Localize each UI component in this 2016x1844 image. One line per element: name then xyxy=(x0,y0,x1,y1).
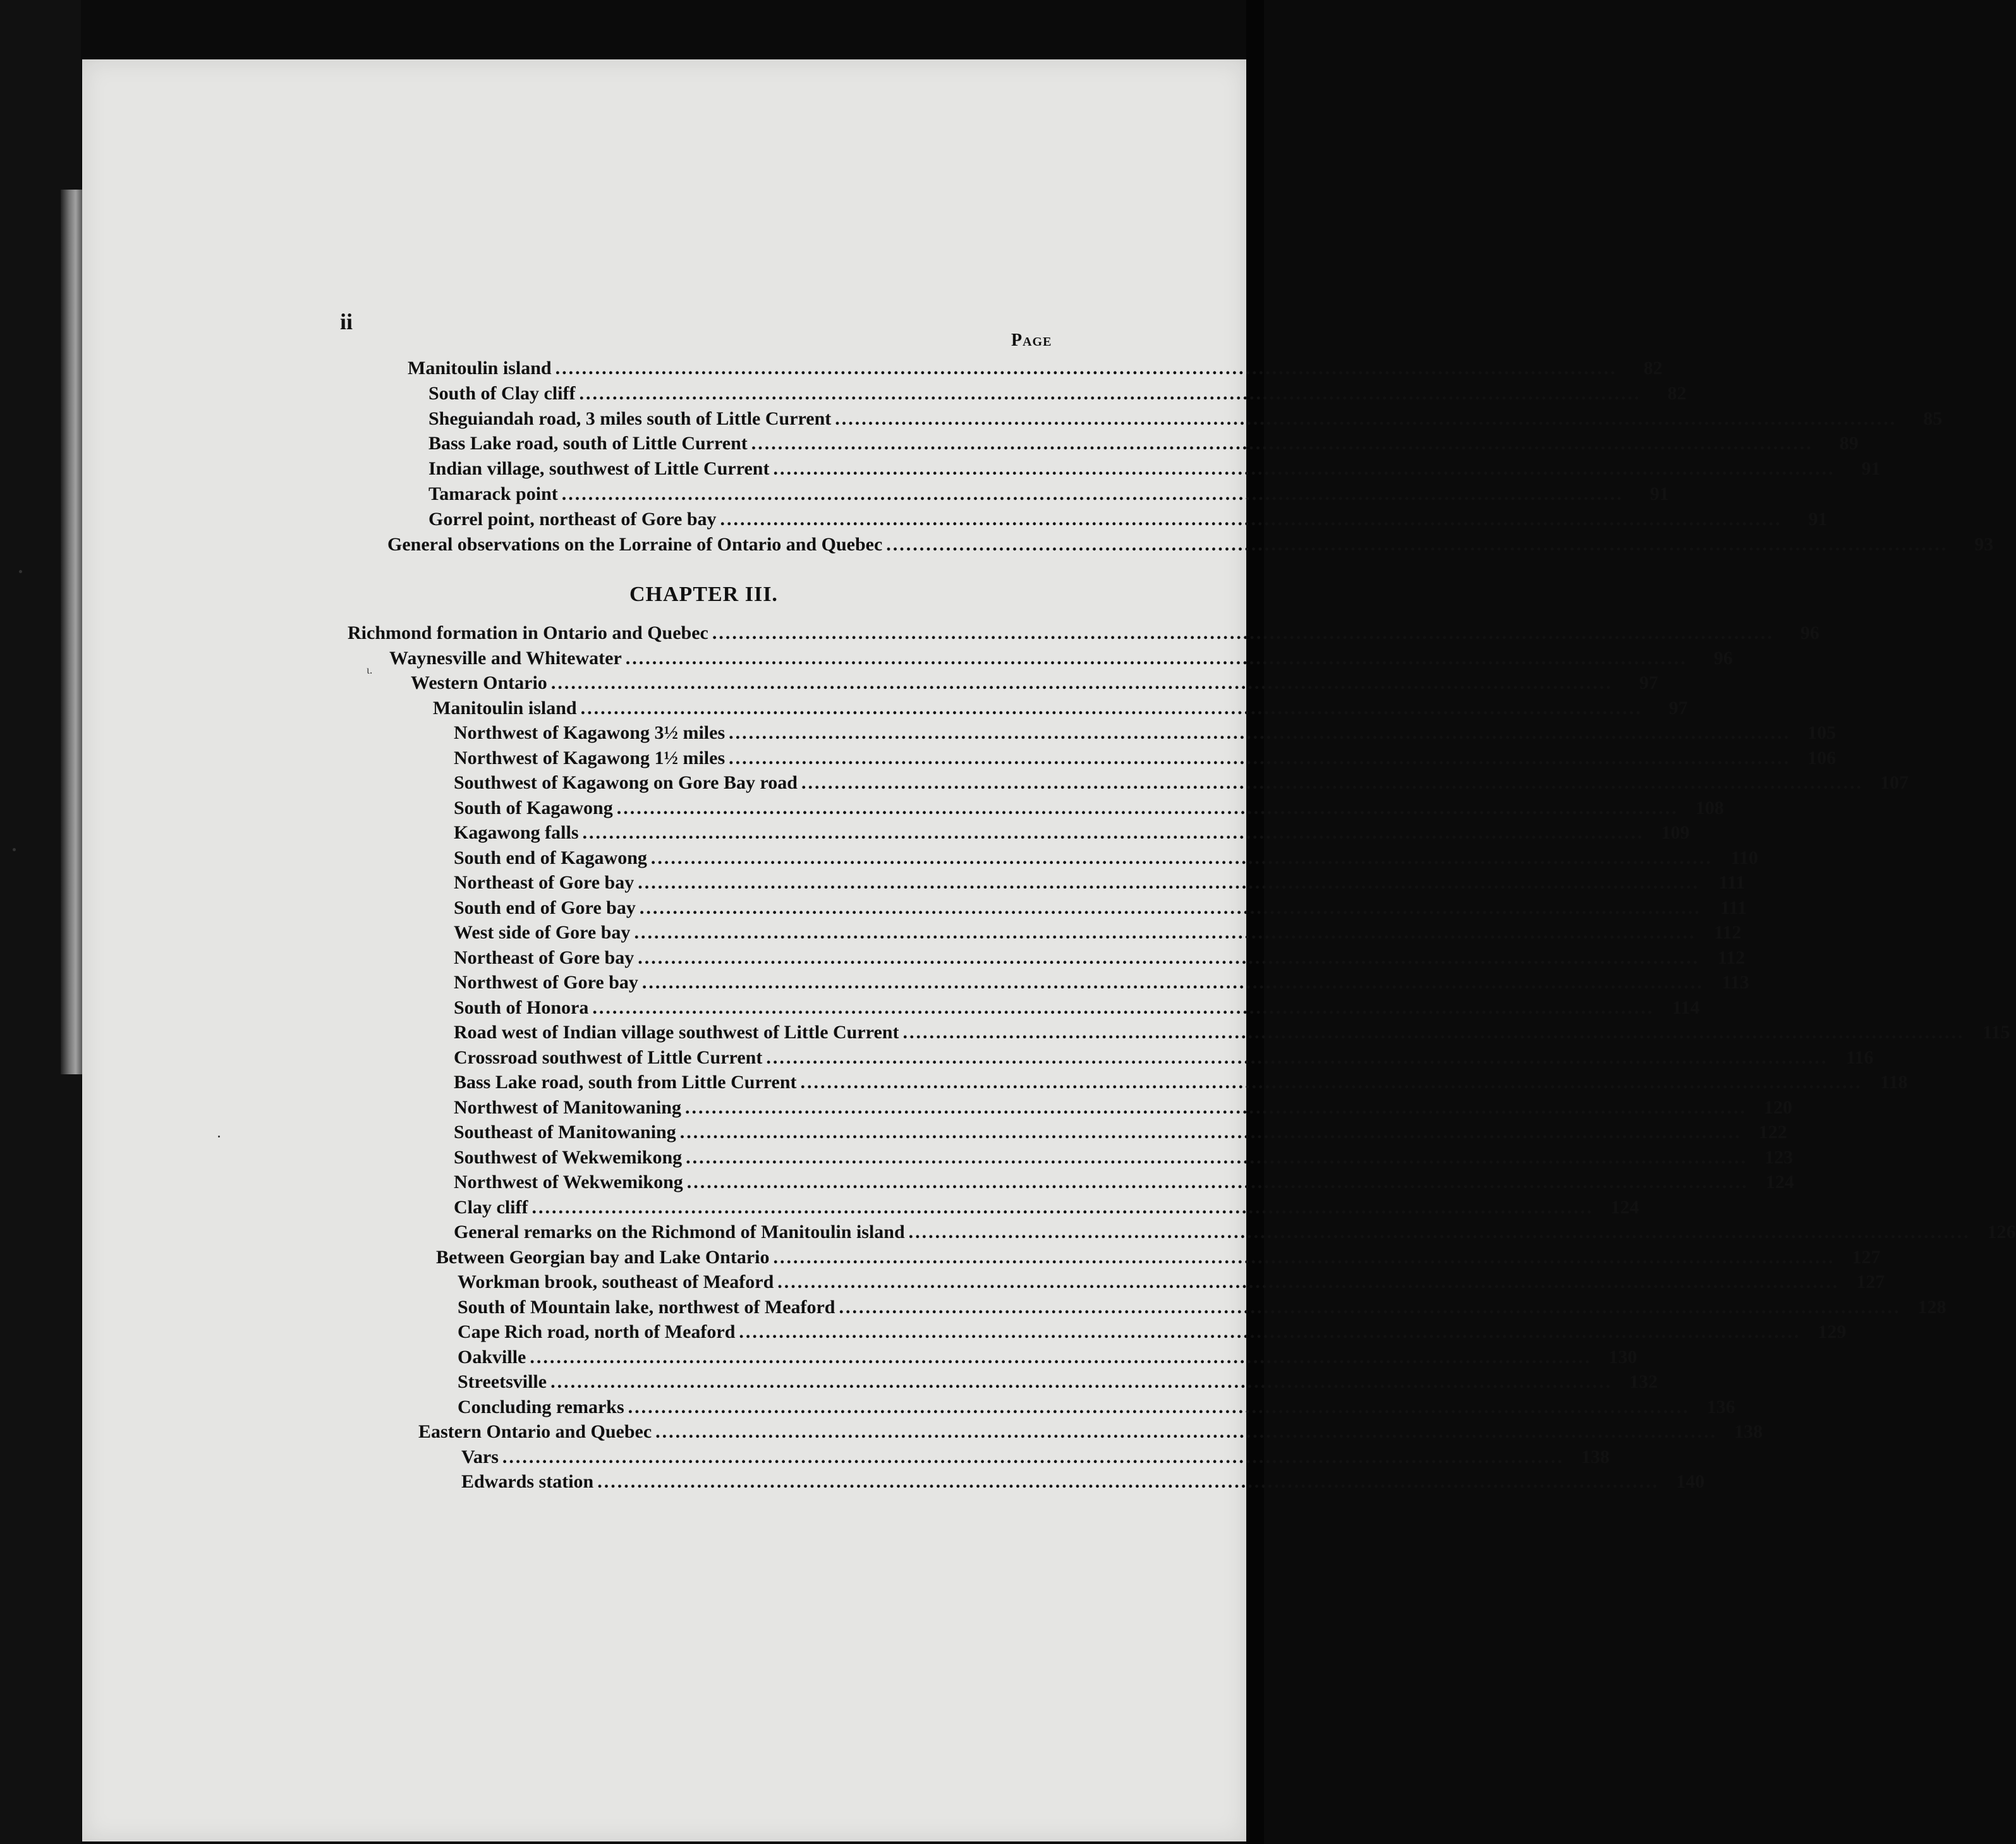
toc-entry xyxy=(389,648,1733,673)
toc-entry xyxy=(454,1122,1787,1147)
dot-leader: ................................................................................................................................................................ xyxy=(580,698,1643,719)
chapter-heading: CHAPTER III. xyxy=(629,583,778,606)
toc-entry xyxy=(454,1172,1794,1197)
toc-entry-page: 82 xyxy=(1667,383,1687,404)
margin-mark: ι. xyxy=(367,664,373,676)
dot-leader: ................................................................................................................................................................ xyxy=(729,748,1791,768)
dot-leader: ................................................................................................................................................................ xyxy=(555,358,1617,379)
toc-entry xyxy=(458,1297,1946,1322)
toc-entry-title: West side of Gore bay xyxy=(454,922,631,943)
toc-entry-page: 105 xyxy=(1807,722,1837,743)
dot-leader: ................................................................................................................................................................ xyxy=(686,1147,1748,1168)
toc-entry xyxy=(454,872,1746,897)
toc-entry-page: 106 xyxy=(1807,748,1837,768)
dot-leader: ................................................................................................................................................................ xyxy=(685,1097,1747,1118)
dot-leader: ................................................................................................................................................................ xyxy=(531,1197,1594,1218)
toc-entry-title: Sheguiandah road, 3 miles south of Little Current xyxy=(428,408,832,429)
toc-entry-title: Western Ontario xyxy=(411,672,547,693)
toc-entry xyxy=(348,622,1819,648)
toc-entry-page: 123 xyxy=(1764,1147,1794,1168)
toc-entry-page: 97 xyxy=(1668,698,1688,719)
scan-speck xyxy=(218,1136,220,1137)
toc-entry-page: 126 xyxy=(1987,1222,2016,1242)
toc-entry-title: Northeast of Gore bay xyxy=(454,947,635,968)
toc-entry-page: 89 xyxy=(1839,433,1859,454)
toc-entry-title: Southwest of Wekwemikong xyxy=(454,1147,683,1168)
toc-entry-title: Richmond formation in Ontario and Quebec xyxy=(348,622,708,643)
dot-leader: ................................................................................................................................................................ xyxy=(550,1371,1613,1392)
toc-entry-page: 124 xyxy=(1765,1172,1794,1192)
dot-leader: ................................................................................................................................................................ xyxy=(616,798,1679,818)
toc-entry-title: South of Mountain lake, northwest of Meaford xyxy=(458,1297,835,1318)
toc-entry xyxy=(454,1047,1874,1072)
toc-entry-title: Northwest of Kagawong 3½ miles xyxy=(454,722,726,743)
dot-leader: ................................................................................................................................................................ xyxy=(655,1421,1718,1442)
toc-entry xyxy=(454,722,1837,748)
dot-leader: ................................................................................................................................................................ xyxy=(638,872,1700,893)
toc-entry-page: 110 xyxy=(1730,847,1758,868)
toc-entry xyxy=(428,483,1669,509)
toc-entry-page: 112 xyxy=(1714,922,1742,943)
toc-entry-page: 111 xyxy=(1718,872,1746,893)
dot-leader: ................................................................................................................................................................ xyxy=(686,1172,1749,1192)
toc-entry-title: South of Clay cliff xyxy=(428,383,576,404)
dot-leader: ................................................................................................................................................................ xyxy=(639,897,1701,918)
toc-entry-title: Northwest of Wekwemikong xyxy=(454,1172,683,1192)
scan-speck xyxy=(19,570,22,573)
toc-entry-title: General observations on the Lorraine of Ontario and Quebec xyxy=(387,534,883,555)
toc-entry-page: 115 xyxy=(1983,1022,2010,1043)
toc-entry-title: Northwest of Manitowaning xyxy=(454,1097,681,1118)
toc-entry-title: Crossroad southwest of Little Current xyxy=(454,1047,763,1068)
dot-leader: ................................................................................................................................................................ xyxy=(582,822,1644,843)
dot-leader: ................................................................................................................................................................ xyxy=(597,1471,1660,1492)
dot-leader: ................................................................................................................................................................ xyxy=(625,648,1687,669)
toc-entry-page: 91 xyxy=(1808,509,1828,530)
toc-entry xyxy=(454,1022,2010,1047)
toc-entry xyxy=(458,1371,1658,1397)
toc-entry-page: 116 xyxy=(1845,1047,1874,1068)
dot-leader: ................................................................................................................................................................ xyxy=(839,1297,1901,1318)
dot-leader: ................................................................................................................................................................ xyxy=(561,483,1624,504)
toc-entry-title: Indian village, southwest of Little Current xyxy=(428,458,770,479)
toc-entry-title: Road west of Indian village southwest of Little Current xyxy=(454,1022,899,1043)
toc-entry xyxy=(454,1097,1792,1122)
toc-entry-page: 109 xyxy=(1661,822,1690,843)
toc-entry-title: Between Georgian bay and Lake Ontario xyxy=(436,1247,770,1268)
toc-entry-title: Bass Lake road, south from Little Current xyxy=(454,1072,797,1093)
toc-entry-title: Cape Rich road, north of Meaford xyxy=(458,1321,736,1342)
toc-entry-title: Southeast of Manitowaning xyxy=(454,1122,676,1143)
toc-entry-page: 108 xyxy=(1695,798,1724,818)
toc-entry-page: 124 xyxy=(1610,1197,1639,1218)
dot-leader: ................................................................................................................................................................ xyxy=(502,1447,1564,1467)
toc-entry-page: 96 xyxy=(1713,648,1733,669)
toc-entry xyxy=(458,1397,1735,1422)
toc-entry xyxy=(411,672,1658,698)
toc-entry-title: South of Honora xyxy=(454,997,589,1018)
toc-entry-page: 140 xyxy=(1676,1471,1705,1492)
dot-leader: ................................................................................................................................................................ xyxy=(800,1072,1862,1093)
toc-entry-title: General remarks on the Richmond of Manitoulin island xyxy=(454,1222,905,1242)
toc-entry-page: 82 xyxy=(1643,358,1663,379)
toc-entry-title: Northwest of Gore bay xyxy=(454,972,638,993)
toc-entry-title: Northwest of Kagawong 1½ miles xyxy=(454,748,726,768)
toc-entry xyxy=(387,534,1994,559)
toc-entry-page: 122 xyxy=(1758,1122,1787,1143)
dot-leader: ................................................................................................................................................................ xyxy=(908,1222,1970,1242)
toc-entry-page: 91 xyxy=(1861,458,1881,479)
toc-entry-title: Vars xyxy=(461,1447,499,1467)
dot-leader: ................................................................................................................................................................ xyxy=(739,1321,1801,1342)
toc-entry-page: 127 xyxy=(1852,1247,1881,1268)
toc-entry xyxy=(461,1471,1705,1496)
toc-entry-page: 128 xyxy=(1917,1297,1946,1318)
dot-leader: ................................................................................................................................................................ xyxy=(766,1047,1828,1068)
toc-entry-title: Gorrel point, northeast of Gore bay xyxy=(428,509,717,530)
toc-entry xyxy=(408,358,1663,383)
toc-entry-page: 107 xyxy=(1879,772,1909,793)
toc-entry xyxy=(433,698,1688,723)
toc-entry xyxy=(428,408,1943,434)
toc-entry-title: Workman brook, southeast of Meaford xyxy=(458,1271,774,1292)
toc-entry-title: Edwards station xyxy=(461,1471,594,1492)
toc-entry-page: 85 xyxy=(1923,408,1943,429)
toc-entry-title: Oakville xyxy=(458,1347,526,1368)
toc-entry-title: South of Kagawong xyxy=(454,798,613,818)
toc-entry-title: Waynesville and Whitewater xyxy=(389,648,622,669)
dot-leader: ................................................................................................................................................................ xyxy=(530,1347,1592,1368)
dot-leader: ................................................................................................................................................................ xyxy=(777,1271,1840,1292)
dot-leader: ................................................................................................................................................................ xyxy=(712,622,1774,643)
toc-entry xyxy=(454,1147,1794,1172)
toc-entry-title: Kagawong falls xyxy=(454,822,579,843)
dot-leader: ................................................................................................................................................................ xyxy=(641,972,1704,993)
toc-entry-page: 127 xyxy=(1856,1271,1885,1292)
toc-entry-page: 113 xyxy=(1721,972,1749,993)
toc-entry xyxy=(418,1421,1763,1447)
dot-leader: ................................................................................................................................................................ xyxy=(592,997,1655,1018)
toc-entry xyxy=(454,1197,1639,1222)
toc-entry-title: Manitoulin island xyxy=(433,698,577,719)
toc-entry-title: Eastern Ontario and Quebec xyxy=(418,1421,652,1442)
toc-entry-page: 93 xyxy=(1974,534,1994,555)
toc-entry-page: 120 xyxy=(1764,1097,1792,1118)
toc-entry xyxy=(428,383,1687,408)
toc-entry-page: 96 xyxy=(1800,622,1819,643)
toc-entry-page: 132 xyxy=(1629,1371,1658,1392)
toc-entry xyxy=(454,947,1746,973)
toc-entry-page: 138 xyxy=(1581,1447,1610,1467)
dot-leader: ................................................................................................................................................................ xyxy=(579,383,1641,404)
dot-leader: ................................................................................................................................................................ xyxy=(638,947,1700,968)
dot-leader: ................................................................................................................................................................ xyxy=(729,722,1791,743)
dot-leader: ................................................................................................................................................................ xyxy=(902,1022,1965,1043)
toc-entry xyxy=(454,897,1747,923)
toc-entry xyxy=(454,798,1724,823)
dot-leader: ................................................................................................................................................................ xyxy=(773,458,1835,479)
toc-entry xyxy=(458,1321,1847,1347)
dot-leader: ................................................................................................................................................................ xyxy=(835,408,1897,429)
dot-leader: ................................................................................................................................................................ xyxy=(773,1247,1835,1268)
toc-entry-title: South end of Gore bay xyxy=(454,897,636,918)
dot-leader: ................................................................................................................................................................ xyxy=(720,509,1782,530)
scan-speck xyxy=(13,848,16,851)
toc-entry-title: Southwest of Kagawong on Gore Bay road xyxy=(454,772,798,793)
dot-leader: ................................................................................................................................................................ xyxy=(886,534,1948,555)
toc-entry-title: South end of Kagawong xyxy=(454,847,647,868)
toc-entry-title: Bass Lake road, south of Little Current xyxy=(428,433,748,454)
dot-leader: ................................................................................................................................................................ xyxy=(650,847,1713,868)
toc-entry-page: 138 xyxy=(1734,1421,1763,1442)
toc-entry-page: 91 xyxy=(1649,483,1669,504)
toc-entry-page: 118 xyxy=(1880,1072,1908,1093)
toc-entry xyxy=(454,1222,2016,1247)
toc-entry-title: Clay cliff xyxy=(454,1197,528,1218)
toc-entry xyxy=(428,458,1881,483)
toc-entry xyxy=(454,748,1837,773)
toc-entry xyxy=(454,972,1749,997)
toc-entry xyxy=(454,847,1758,873)
toc-entry-title: Northeast of Gore bay xyxy=(454,872,635,893)
toc-entry-title: Streetsville xyxy=(458,1371,547,1392)
toc-entry-title: Manitoulin island xyxy=(408,358,552,379)
page-folio: ii xyxy=(340,309,353,334)
dot-leader: ................................................................................................................................................................ xyxy=(751,433,1813,454)
toc-entry-title: Concluding remarks xyxy=(458,1397,624,1417)
dot-leader: ................................................................................................................................................................ xyxy=(628,1397,1690,1417)
toc-entry xyxy=(454,1072,1908,1097)
toc-entry xyxy=(436,1247,1881,1272)
toc-entry-page: 112 xyxy=(1717,947,1746,968)
toc-entry xyxy=(454,772,1909,798)
dot-leader: ................................................................................................................................................................ xyxy=(550,672,1613,693)
dot-leader: ................................................................................................................................................................ xyxy=(679,1122,1742,1143)
dot-leader: ................................................................................................................................................................ xyxy=(801,772,1863,793)
toc-entry-page: 129 xyxy=(1818,1321,1847,1342)
toc-entry-page: 130 xyxy=(1608,1347,1637,1368)
toc-entry xyxy=(458,1271,1885,1297)
toc-entry xyxy=(458,1347,1637,1372)
toc-entry xyxy=(428,433,1859,458)
toc-entry-page: 97 xyxy=(1639,672,1658,693)
page-column-header: Page xyxy=(1011,331,1052,350)
toc-entry xyxy=(454,822,1690,847)
toc-entry-page: 114 xyxy=(1672,997,1700,1018)
toc-entry xyxy=(454,922,1742,947)
toc-entry xyxy=(461,1447,1610,1472)
toc-entry-page: 111 xyxy=(1720,897,1747,918)
toc-entry-page: 136 xyxy=(1706,1397,1735,1417)
toc-entry xyxy=(428,509,1828,534)
toc-entry-title: Tamarack point xyxy=(428,483,558,504)
toc-entry xyxy=(454,997,1700,1022)
dot-leader: ................................................................................................................................................................ xyxy=(634,922,1696,943)
